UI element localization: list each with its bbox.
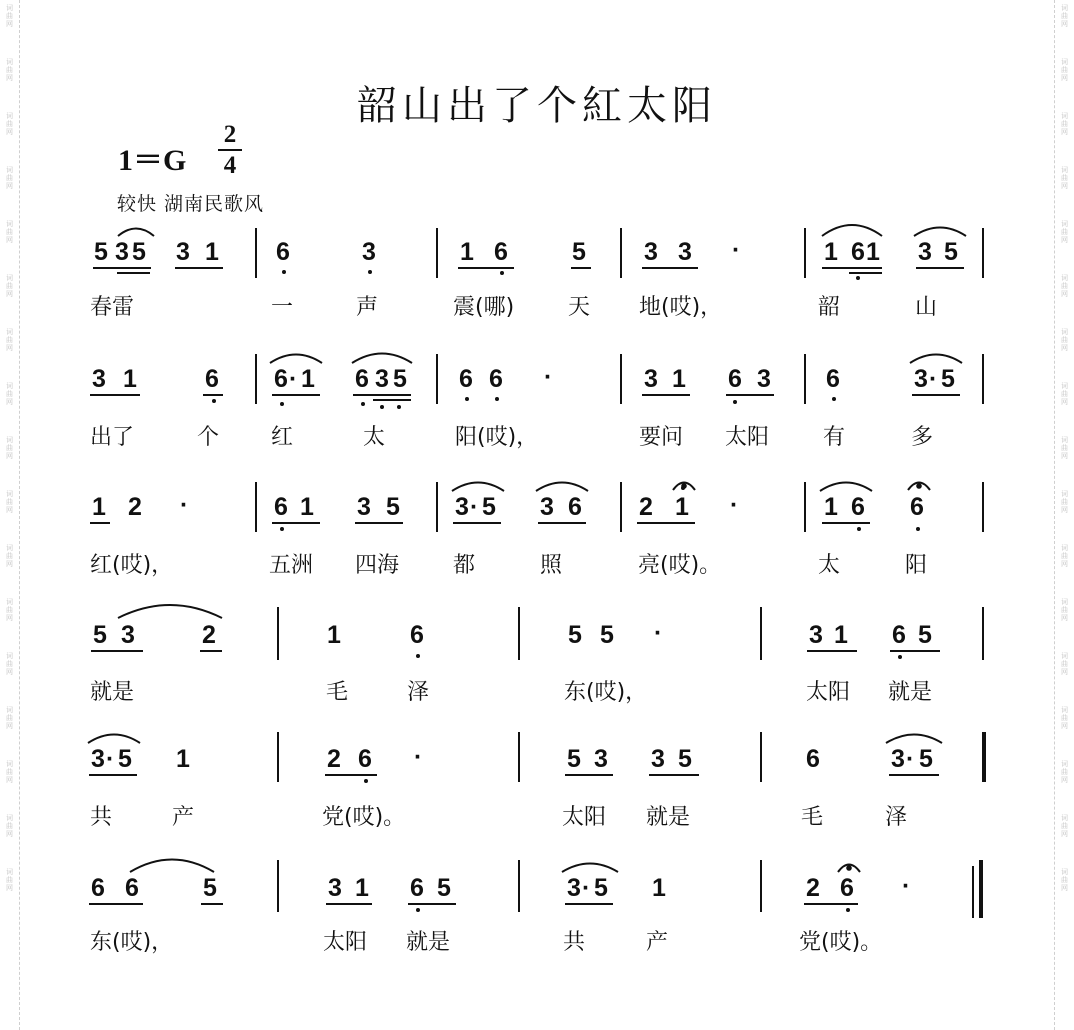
- note: 6: [459, 365, 473, 393]
- lyric: 声: [356, 295, 379, 320]
- lyric: 泽: [407, 680, 430, 705]
- watermark-mark: 词 曲 网: [1061, 544, 1068, 568]
- lyric: 春雷: [90, 295, 135, 320]
- note: 5: [941, 365, 955, 393]
- lyric: 红: [271, 425, 294, 450]
- watermark-mark: 词 曲 网: [1061, 490, 1068, 514]
- lyric: 泽: [885, 805, 908, 830]
- watermark-mark: 词 曲 网: [1061, 274, 1068, 298]
- note: 6: [728, 365, 742, 393]
- lyric: 东(哎)，: [564, 680, 648, 705]
- lyric: 地(哎)，: [639, 295, 723, 320]
- note: 1: [460, 238, 474, 266]
- note: 6: [806, 745, 820, 773]
- lyric: 产: [172, 805, 195, 830]
- note: 5: [572, 238, 586, 266]
- lyric: 天: [568, 295, 591, 320]
- note: 1: [355, 874, 369, 902]
- note: 1: [675, 493, 689, 521]
- note: 1: [300, 493, 314, 521]
- lyric: 出了: [90, 425, 135, 450]
- note: 5: [918, 621, 932, 649]
- slur: [270, 355, 322, 364]
- lyric: 要问: [639, 425, 684, 450]
- watermark-mark: 词 曲 网: [6, 652, 13, 676]
- watermark-mark: 词 曲 网: [1061, 814, 1068, 838]
- augmentation-dot: ·: [289, 365, 298, 393]
- note: 6: [355, 365, 369, 393]
- watermark-mark: 词 曲 网: [6, 4, 13, 28]
- watermark-mark: 词 曲 网: [1061, 652, 1068, 676]
- song-title: 韶山出了个紅太阳: [357, 83, 717, 129]
- lyric: 个: [197, 425, 220, 450]
- note: 3: [918, 238, 932, 266]
- augmentation-dot: ·: [180, 491, 189, 519]
- augmentation-dot: ·: [414, 743, 423, 771]
- note: 2: [327, 745, 341, 773]
- lyric: 一: [271, 295, 294, 320]
- note: 5: [919, 745, 933, 773]
- note: 3: [567, 874, 581, 902]
- watermark-mark: 词 曲 网: [1061, 436, 1068, 460]
- slur: [88, 735, 140, 744]
- lyric: 五洲: [269, 553, 314, 578]
- note: 2: [128, 493, 142, 521]
- note: 6: [568, 493, 582, 521]
- note: 3: [455, 493, 469, 521]
- note: 5: [568, 621, 582, 649]
- note: 3: [357, 493, 371, 521]
- key-signature: 1＝G: [118, 144, 187, 177]
- slur: [886, 735, 942, 744]
- note: 3: [651, 745, 665, 773]
- note: 1: [92, 493, 106, 521]
- lyric: 就是: [90, 680, 135, 705]
- slur: [822, 225, 882, 236]
- note: 6: [892, 621, 906, 649]
- note: 6: [840, 874, 854, 902]
- note: 1: [824, 238, 838, 266]
- note: 5: [678, 745, 692, 773]
- note: 1: [672, 365, 686, 393]
- watermark-mark: 词 曲 网: [1061, 760, 1068, 784]
- watermark-mark: 词 曲 网: [6, 220, 13, 244]
- fermata-dot: [682, 484, 686, 488]
- lyric: 亮(哎)。: [638, 553, 722, 578]
- time-signature-top: 2: [223, 121, 237, 148]
- watermark-mark: 词 曲 网: [6, 598, 13, 622]
- tempo-marking: 较快 湖南民歌风: [117, 193, 265, 215]
- note: 5: [93, 621, 107, 649]
- note: 6: [826, 365, 840, 393]
- note: 5: [386, 493, 400, 521]
- lyric: 韶: [818, 295, 841, 320]
- note: 6: [489, 365, 503, 393]
- note: 1: [824, 493, 838, 521]
- note: 1: [123, 365, 137, 393]
- note: 6: [276, 238, 290, 266]
- note: 5: [600, 621, 614, 649]
- slur: [820, 483, 872, 492]
- note: 6: [91, 874, 105, 902]
- lyric: 太阳: [806, 680, 851, 705]
- augmentation-dot: ·: [732, 236, 741, 264]
- watermark-mark: 词 曲 网: [1061, 4, 1068, 28]
- augmentation-dot: ·: [106, 745, 115, 773]
- note: 6: [205, 365, 219, 393]
- augmentation-dot: ·: [544, 363, 553, 391]
- note: 3: [176, 238, 190, 266]
- augmentation-dot: ·: [470, 493, 479, 521]
- fermata-dot: [917, 484, 921, 488]
- note: 3: [594, 745, 608, 773]
- lyric: 毛: [801, 805, 824, 830]
- slur: [118, 229, 154, 237]
- note: 3: [644, 238, 658, 266]
- slur: [118, 605, 222, 618]
- fermata-dot: [847, 866, 851, 870]
- lyric: 太阳: [562, 805, 607, 830]
- slur: [562, 864, 618, 873]
- note: 3: [914, 365, 928, 393]
- note: 6: [910, 493, 924, 521]
- lyric: 多: [911, 425, 934, 450]
- watermark-mark: 词 曲 网: [6, 814, 13, 838]
- note: 3: [375, 365, 389, 393]
- watermark-mark: 词 曲 网: [1061, 868, 1068, 892]
- lyric: 就是: [646, 805, 691, 830]
- watermark-mark: 词 曲 网: [1061, 706, 1068, 730]
- note: 1: [866, 238, 880, 266]
- watermark-mark: 词 曲 网: [1061, 220, 1068, 244]
- note: 5: [944, 238, 958, 266]
- note: 6: [410, 621, 424, 649]
- watermark-mark: 词 曲 网: [6, 382, 13, 406]
- lyric: 太: [818, 553, 841, 578]
- note: 6: [358, 745, 372, 773]
- slur: [452, 483, 504, 492]
- watermark-mark: 词 曲 网: [6, 58, 13, 82]
- watermark-mark: 词 曲 网: [1061, 58, 1068, 82]
- note: 3: [757, 365, 771, 393]
- lyric: 太: [363, 425, 386, 450]
- note: 5: [482, 493, 496, 521]
- lyric: 产: [646, 930, 669, 955]
- note: 5: [567, 745, 581, 773]
- note: 2: [202, 621, 216, 649]
- note: 3: [328, 874, 342, 902]
- slur: [536, 483, 588, 492]
- augmentation-dot: ·: [730, 491, 739, 519]
- watermark-mark: 词 曲 网: [6, 706, 13, 730]
- note: 5: [594, 874, 608, 902]
- lyric: 红(哎)，: [90, 553, 174, 578]
- note: 3: [362, 238, 376, 266]
- note: 3: [121, 621, 135, 649]
- slur: [910, 355, 962, 364]
- lyric: 有: [823, 425, 846, 450]
- lyric: 震(哪): [453, 295, 515, 320]
- lyric: 就是: [406, 930, 451, 955]
- watermark-mark: 词 曲 网: [1061, 112, 1068, 136]
- note: 5: [437, 874, 451, 902]
- note: 2: [639, 493, 653, 521]
- note: 3: [678, 238, 692, 266]
- note: 1: [301, 365, 315, 393]
- lyric: 阳: [905, 553, 928, 578]
- note: 6: [410, 874, 424, 902]
- watermark-mark: 词 曲 网: [1061, 598, 1068, 622]
- lyric: 阳(哎)，: [455, 425, 539, 450]
- note: 5: [118, 745, 132, 773]
- watermark-mark: 词 曲 网: [6, 274, 13, 298]
- note: 1: [834, 621, 848, 649]
- watermark-mark: 词 曲 网: [6, 436, 13, 460]
- lyric: 照: [540, 553, 563, 578]
- note: 1: [205, 238, 219, 266]
- note: 6: [851, 493, 865, 521]
- augmentation-dot: ·: [654, 619, 663, 647]
- note: 1: [652, 874, 666, 902]
- note: 3: [115, 238, 129, 266]
- watermark-mark: 词 曲 网: [1061, 328, 1068, 352]
- watermark-mark: 词 曲 网: [1061, 382, 1068, 406]
- note: 1: [327, 621, 341, 649]
- lyric: 太阳: [323, 930, 368, 955]
- lyric: 四海: [355, 553, 400, 578]
- note: 2: [806, 874, 820, 902]
- watermark-mark: 词 曲 网: [6, 490, 13, 514]
- watermark-mark: 词 曲 网: [1061, 166, 1068, 190]
- watermark-mark: 词 曲 网: [6, 166, 13, 190]
- note: 6: [274, 365, 288, 393]
- note: 6: [125, 874, 139, 902]
- augmentation-dot: ·: [902, 872, 911, 900]
- note: 3: [891, 745, 905, 773]
- augmentation-dot: ·: [929, 365, 938, 393]
- lyric: 共: [90, 805, 113, 830]
- note: 6: [851, 238, 865, 266]
- watermark-mark: 词 曲 网: [6, 112, 13, 136]
- note: 5: [132, 238, 146, 266]
- note: 3: [92, 365, 106, 393]
- note: 1: [176, 745, 190, 773]
- slur: [352, 354, 412, 364]
- lyric: 毛: [326, 680, 349, 705]
- note: 3: [644, 365, 658, 393]
- note: 3: [91, 745, 105, 773]
- augmentation-dot: ·: [582, 874, 591, 902]
- note: 3: [809, 621, 823, 649]
- lyric: 太阳: [725, 425, 770, 450]
- note: 6: [494, 238, 508, 266]
- note: 6: [274, 493, 288, 521]
- lyric: 都: [453, 553, 476, 578]
- watermark-mark: 词 曲 网: [6, 760, 13, 784]
- note: 5: [203, 874, 217, 902]
- slur: [914, 228, 966, 237]
- lyric: 党(哎)。: [322, 805, 406, 830]
- watermark-mark: 词 曲 网: [6, 544, 13, 568]
- lyric: 党(哎)。: [799, 930, 883, 955]
- note: 5: [393, 365, 407, 393]
- note: 3: [540, 493, 554, 521]
- lyric: 山: [915, 295, 938, 320]
- augmentation-dot: ·: [906, 745, 915, 773]
- time-signature-bottom: 4: [223, 152, 237, 179]
- lyric: 东(哎)，: [90, 930, 174, 955]
- lyric: 就是: [888, 680, 933, 705]
- lyric: 共: [563, 930, 586, 955]
- watermark-mark: 词 曲 网: [6, 328, 13, 352]
- slur: [130, 860, 214, 873]
- watermark-mark: 词 曲 网: [6, 868, 13, 892]
- note: 5: [94, 238, 108, 266]
